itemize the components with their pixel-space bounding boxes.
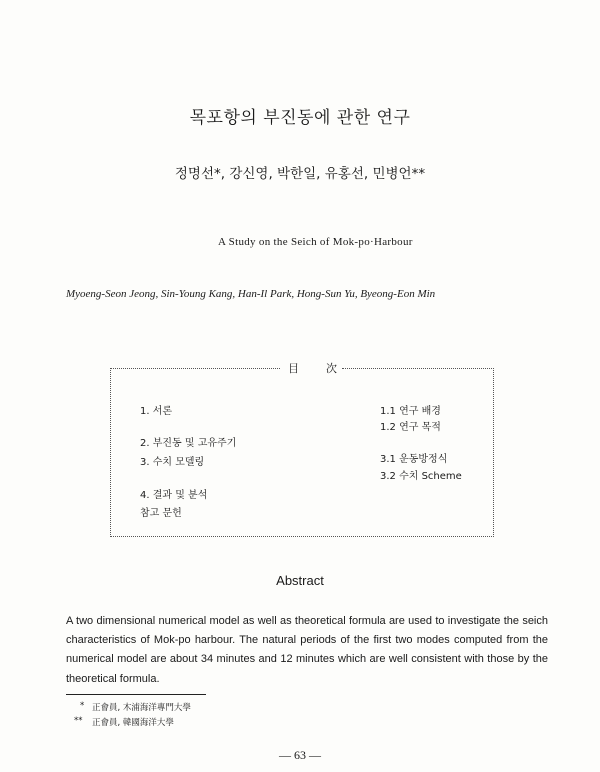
toc-subitem: 3.1 운동방정식 (380, 454, 448, 465)
authors-english: Myoeng-Seon Jeong, Sin-Young Kang, Han-Il Park, Hong-Sun Yu, Byeong-Eon Min (66, 288, 436, 300)
toc-item: 3. 수치 모델링 (140, 457, 205, 468)
paper-title-korean: 목포항의 부진동에 관한 연구 (189, 108, 411, 128)
toc-subitem: 1.1 연구 배경 (380, 406, 441, 417)
abstract-body: A two dimensional numerical model as well as theoretical formula are used to investigate the seich characteristics of Mok-po harbour. The natural periods of the first two modes computed from the numerical model are about 34 minutes and 12 minutes which are well consistent with those by the theoretical formula. (66, 615, 548, 685)
toc-top-border-right (342, 368, 492, 369)
footnote-text: 正會員, 木浦海洋專門大學 (92, 703, 191, 713)
footnote-rule (66, 694, 206, 695)
paper-title-english: A Study on the Seich of Mok-po·Harbour (218, 236, 413, 248)
toc-subitem: 3.2 수치 Scheme (380, 471, 462, 482)
footnote-mark: * (80, 701, 85, 711)
toc-heading-right: 次 (326, 362, 337, 375)
toc-item: 2. 부진동 및 고유주기 (140, 438, 237, 449)
page-number: — 63 — (279, 748, 321, 762)
footnote-text: 正會員, 韓國海洋大學 (92, 718, 174, 728)
toc-item: 참고 문헌 (140, 508, 182, 519)
toc-top-border-left (110, 368, 280, 369)
toc-subitem: 1.2 연구 목적 (380, 422, 441, 433)
abstract-heading: Abstract (276, 573, 324, 588)
authors-korean: 정명선*, 강신영, 박한일, 유홍선, 민병언** (174, 166, 426, 182)
footnote-mark: ** (74, 716, 83, 726)
toc-item: 1. 서론 (140, 406, 173, 417)
toc-heading-left: 目 (288, 362, 299, 375)
toc-item: 4. 결과 및 분석 (140, 490, 208, 501)
